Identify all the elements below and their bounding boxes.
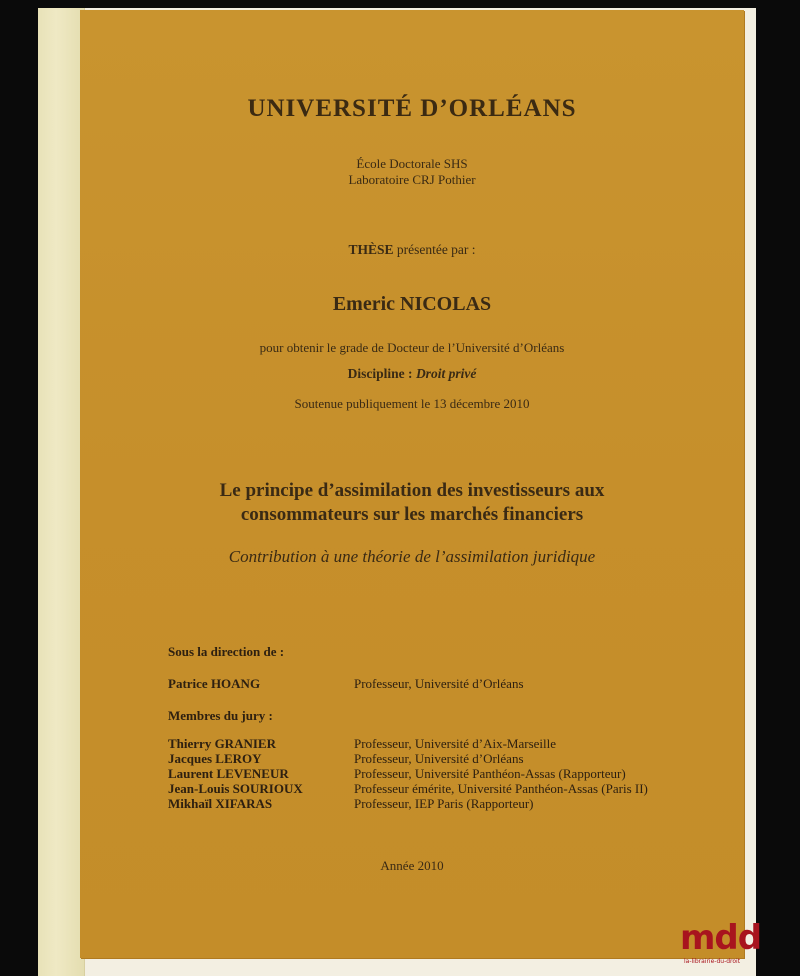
defense-date: Soutenue publiquement le 13 décembre 2010 (294, 396, 530, 411)
year: Année 2010 (380, 858, 444, 873)
jury-member-name: Jean-Louis SOURIOUX (168, 781, 303, 796)
thesis-cover (80, 10, 744, 958)
jury-member-role: Professeur, Université d’Aix-Marseille (354, 736, 557, 751)
these-line (80, 242, 744, 258)
discipline-value: Droit privé (415, 366, 477, 381)
direction-label: Sous la direction de : (168, 644, 285, 659)
jury-member-role: Professeur, Université d’Orléans (354, 751, 524, 766)
discipline-label: Discipline : (347, 366, 416, 381)
doctoral-school: École Doctorale SHS (356, 156, 468, 171)
director-role: Professeur, Université d’Orléans (354, 676, 524, 691)
jury-member-name: Mikhaïl XIFARAS (168, 796, 273, 811)
laboratory: Laboratoire CRJ Pothier (348, 172, 476, 187)
jury-member-role: Professeur émérite, Université Panthéon-Assas (Paris II) (354, 781, 648, 796)
binding-strip (38, 8, 85, 976)
jury-label: Membres du jury : (168, 708, 273, 723)
grade-line: pour obtenir le grade de Docteur de l’Université d’Orléans (259, 340, 565, 355)
mdd-logo-tagline: la-librairie-du-droit (684, 958, 741, 965)
thesis-title-line2: consommateurs sur les marchés financiers (240, 504, 584, 525)
mdd-logo-mark: mdd (680, 918, 762, 958)
thesis-title-line1: Le principe d’assimilation des investisseurs aux (219, 480, 605, 501)
director-name: Patrice HOANG (168, 676, 261, 691)
jury-member-name: Laurent LEVENEUR (168, 766, 289, 781)
university-title: UNIVERSITÉ D’ORLÉANS (247, 95, 577, 122)
jury-member-name: Jacques LEROY (168, 751, 262, 766)
these-label: THÈSE (348, 242, 394, 257)
jury-member-name: Thierry GRANIER (168, 736, 276, 751)
jury-member-role: Professeur, IEP Paris (Rapporteur) (354, 796, 534, 811)
thesis-subtitle: Contribution à une théorie de l’assimilation juridique (228, 547, 596, 566)
mdd-logo (680, 918, 760, 974)
author-name: Emeric NICOLAS (332, 293, 492, 315)
these-rest: présentée par : (393, 242, 476, 257)
jury-member-role: Professeur, Université Panthéon-Assas (Rapporteur) (354, 766, 626, 781)
discipline-line (80, 366, 744, 382)
